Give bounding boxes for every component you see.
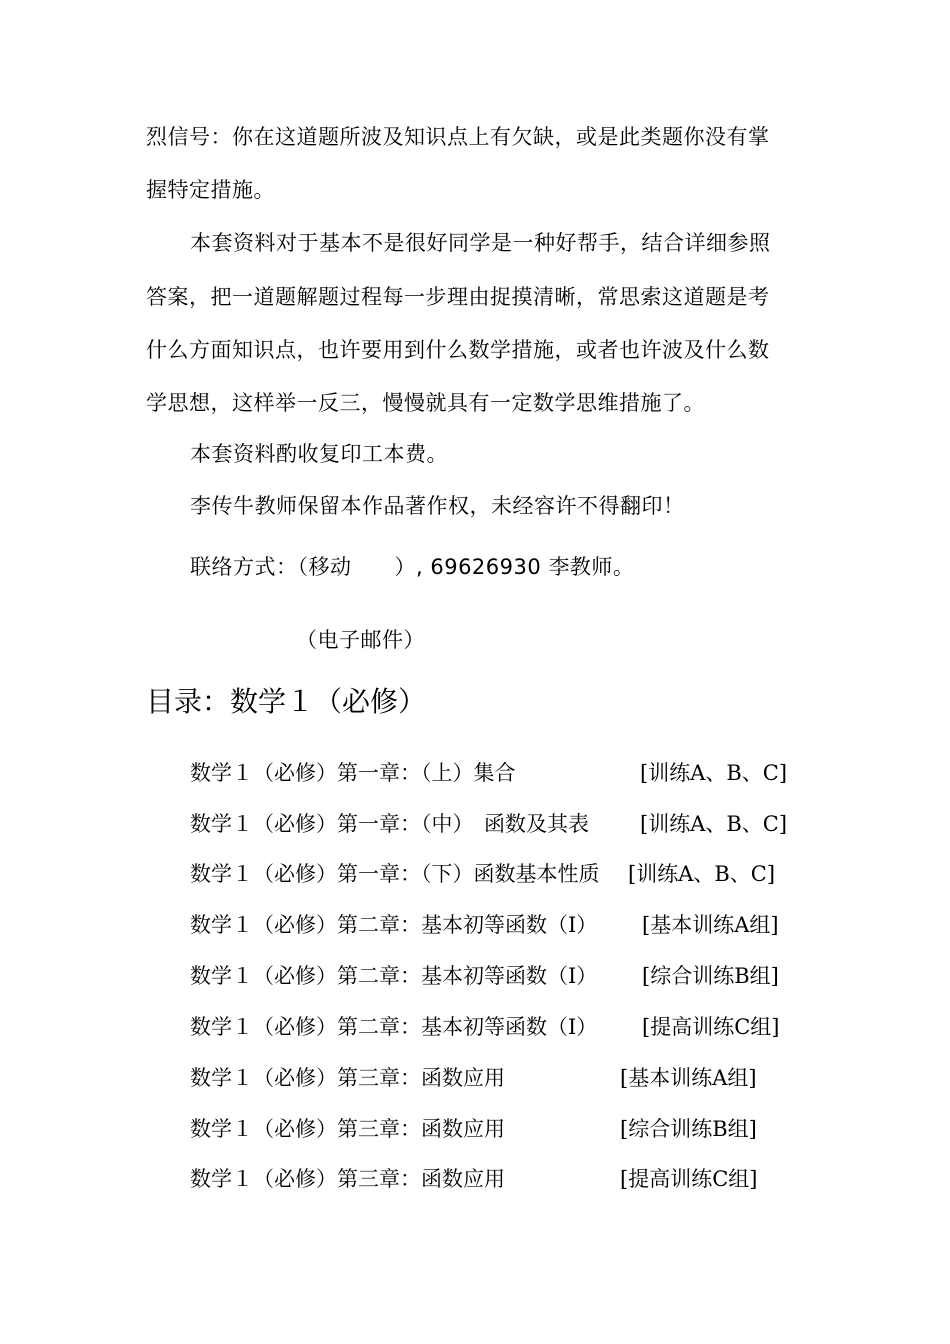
toc-item-title: 数学１（必修）第三章：函数应用 [190,1066,505,1090]
toc-item [190,961,830,991]
toc-item [190,859,830,889]
toc-item-tag: [提高训练C组] [642,1015,780,1039]
contact-label: 联络方式：（移动 ） [190,555,416,579]
toc-item-title: 数学１（必修）第三章：函数应用 [190,1117,505,1141]
toc-item-tag: [训练A、B、C] [640,761,788,785]
toc-item-tag: [训练A、B、C] [628,862,776,886]
paragraph-line: 答案，把一道题解题过程每一步理由捉摸清晰，常思索这道题是考 [146,285,770,309]
toc-item-tag: [训练A、B、C] [640,812,788,836]
copyright-notice: 李传牛教师保留本作品著作权，未经容许不得翻印！ [190,494,685,518]
toc-item-tag: [基本训练A组] [620,1066,757,1090]
toc-item-title: 数学１（必修）第一章：（上）集合 [190,761,516,785]
toc-item [190,809,830,839]
contact-line [190,552,634,582]
toc-item [190,758,830,788]
paragraph-line: 什么方面知识点，也许要用到什么数学措施，或者也许波及什么数 [146,338,770,362]
toc-item-title: 数学１（必修）第一章：（中） 函数及其表 [190,812,589,836]
toc-item [190,1114,830,1144]
fee-note: 本套资料酌收复印工本费。 [190,442,448,466]
toc-item [190,910,830,940]
toc-item [190,1012,830,1042]
toc-item-tag: [提高训练C组] [620,1167,758,1191]
toc-item-title: 数学１（必修）第二章：基本初等函数（I） [190,964,598,988]
toc-item-tag: [综合训练B组] [642,964,779,988]
toc-item [190,1164,830,1194]
contact-phone: , 69626930 [416,555,542,579]
toc-item-title: 数学１（必修）第二章：基本初等函数（I） [190,1015,598,1039]
contact-name: 李教师。 [548,555,635,579]
paragraph-line: 本套资料对于基本不是很好同学是一种好帮手，结合详细参照 [190,231,771,255]
toc-heading: 目录：数学１（必修） [146,685,427,718]
toc-item-title: 数学１（必修）第二章：基本初等函数（I） [190,913,598,937]
paragraph-line: 烈信号：你在这道题所波及知识点上有欠缺，或是此类题你没有掌 [146,125,770,149]
paragraph-line: 学思想，这样举一反三，慢慢就具有一定数学思维措施了。 [146,391,705,415]
paragraph-line: 握特定措施。 [146,178,275,202]
toc-item-tag: [基本训练A组] [642,913,779,937]
toc-item-tag: [综合训练B组] [620,1117,757,1141]
toc-item-title: 数学１（必修）第一章：（下）函数基本性质 [190,862,600,886]
toc-item [190,1063,830,1093]
toc-item-title: 数学１（必修）第三章：函数应用 [190,1167,505,1191]
email-line: （电子邮件） [296,628,425,652]
